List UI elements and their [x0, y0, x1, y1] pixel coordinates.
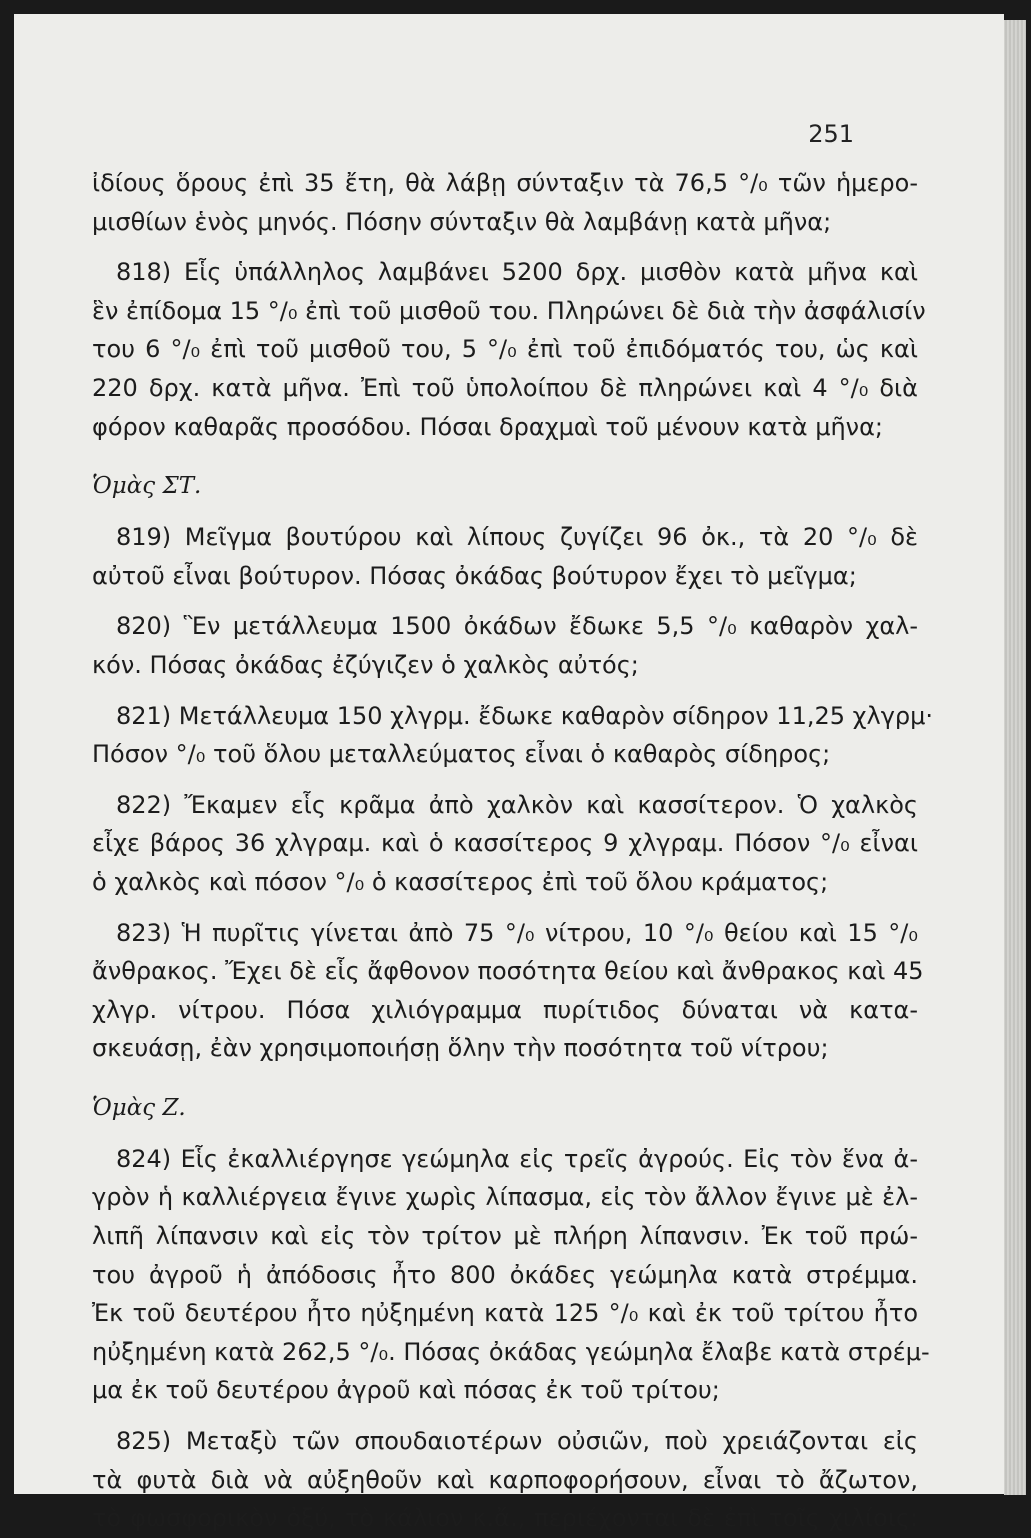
text-line: τὸ φωσφορικὸν ὀξύ, τὸ κάλιον κ.ἄ., περιέχονται δὲ ἐπὶ τοῖς χιλίοις:	[92, 1504, 918, 1533]
text-line: ἓν ἐπίδομα 15 °/₀ ἐπὶ τοῦ μισθοῦ του. Πληρώνει δὲ διὰ τὴν ἀσφάλισίν	[92, 296, 926, 325]
text-line: χλγρ. νίτρου. Πόσα χιλιόγραμμα πυρίτιδος δύναται νὰ κατα-	[92, 995, 918, 1024]
text-line: Πόσον °/₀ τοῦ ὅλου μεταλλεύματος εἶναι ὁ καθαρὸς σίδηρος;	[92, 740, 831, 769]
text-line: τὰ φυτὰ διὰ νὰ αὐξηθοῦν καὶ καρποφορήσουν, εἶναι τὸ ἄζωτον,	[92, 1465, 918, 1494]
problem-822-line: 822) Ἔκαμεν εἷς κρᾶμα ἀπὸ χαλκὸν καὶ κασσίτερον. Ὁ χαλκὸς	[116, 790, 918, 819]
page-number: 251	[808, 120, 854, 148]
problem-821-line: 821) Μετάλλευμα 150 χλγρμ. ἔδωκε καθαρὸν σίδηρον 11,25 χλγρμ·	[116, 701, 934, 730]
section-heading-z: Ὁμὰς Ζ.	[92, 1094, 186, 1121]
text-line: 220 δρχ. κατὰ μῆνα. Ἐπὶ τοῦ ὑπολοίπου δὲ πληρώνει καὶ 4 °/₀ διὰ	[92, 373, 918, 402]
text-line: αὐτοῦ εἶναι βούτυρον. Πόσας ὀκάδας βούτυρον ἔχει τὸ μεῖγμα;	[92, 561, 857, 590]
text-line: ἰδίους ὅρους ἐπὶ 35 ἔτη, θὰ λάβῃ σύνταξιν τὰ 76,5 °/₀ τῶν ἡμερο-	[92, 169, 918, 197]
problem-824-line: 824) Εἷς ἐκαλλιέργησε γεώμηλα εἰς τρεῖς ἀγρούς. Εἰς τὸν ἕνα ἀ-	[116, 1144, 918, 1173]
problem-818-line: 818) Εἷς ὑπάλληλος λαμβάνει 5200 δρχ. μισθὸν κατὰ μῆνα καὶ	[116, 258, 918, 287]
text-line: του 6 °/₀ ἐπὶ τοῦ μισθοῦ του, 5 °/₀ ἐπὶ τοῦ ἐπιδόματός του, ὡς καὶ	[92, 335, 918, 364]
text-line: του ἀγροῦ ἡ ἀπόδοσις ἦτο 800 ὀκάδες γεώμηλα κατὰ στρέμμα.	[92, 1260, 918, 1289]
problem-825-line: 825) Μεταξὺ τῶν σπουδαιοτέρων οὐσιῶν, ποὺ χρειάζονται εἰς	[116, 1427, 918, 1456]
text-line: φόρον καθαρᾶς προσόδου. Πόσαι δραχμαὶ τοῦ μένουν κατὰ μῆνα;	[92, 412, 883, 441]
text-line: Ἐκ τοῦ δευτέρου ἦτο ηὐξημένη κατὰ 125 °/₀ καὶ ἐκ τοῦ τρίτου ἦτο	[92, 1299, 918, 1328]
text-line: λιπῆ λίπανσιν καὶ εἰς τὸν τρίτον μὲ πλήρη λίπανσιν. Ἐκ τοῦ πρώ-	[92, 1222, 918, 1251]
problem-819-line: 819) Μεῖγμα βουτύρου καὶ λίπους ζυγίζει 96 ὀκ., τὰ 20 °/₀ δὲ	[116, 523, 918, 552]
text-line: ἄνθρακος. Ἔχει δὲ εἷς ἄφθονον ποσότητα θείου καὶ ἄνθρακος καὶ 45	[92, 957, 924, 986]
text-line: ὁ χαλκὸς καὶ πόσον °/₀ ὁ κασσίτερος ἐπὶ τοῦ ὅλου κράματος;	[92, 867, 829, 896]
text-line: σκευάσῃ, ἐὰν χρησιμοποιήσῃ ὅλην τὴν ποσότητα τοῦ νίτρου;	[92, 1034, 829, 1063]
text-line: γρὸν ἡ καλλιέργεια ἔγινε χωρὶς λίπασμα, εἰς τὸν ἄλλον ἔγινε μὲ ἐλ-	[92, 1183, 918, 1212]
text-line: εἶχε βάρος 36 χλγραμ. καὶ ὁ κασσίτερος 9 χλγραμ. Πόσον °/₀ εἶναι	[92, 829, 918, 858]
page-text	[92, 164, 934, 1538]
page-edges	[1004, 20, 1026, 1495]
text-line: ηὐξημένη κατὰ 262,5 °/₀. Πόσας ὀκάδας γεώμηλα ἔλαβε κατὰ στρέμ-	[92, 1337, 930, 1366]
text-line: μα ἐκ τοῦ δευτέρου ἀγροῦ καὶ πόσας ἐκ τοῦ τρίτου;	[92, 1376, 720, 1405]
book-page	[14, 14, 1004, 1533]
section-heading-st: Ὁμὰς ΣΤ.	[92, 473, 202, 500]
problem-820-line: 820) Ἓν μετάλλευμα 1500 ὀκάδων ἔδωκε 5,5 °/₀ καθαρὸν χαλ-	[116, 612, 918, 641]
text-line: κόν. Πόσας ὀκάδας ἐζύγιζεν ὁ χαλκὸς αὐτός;	[92, 650, 639, 679]
text-line: μισθίων ἑνὸς μηνός. Πόσην σύνταξιν θὰ λαμβάνῃ κατὰ μῆνα;	[92, 207, 832, 236]
problem-823-line: 823) Ἡ πυρῖτις γίνεται ἀπὸ 75 °/₀ νίτρου, 10 °/₀ θείου καὶ 15 °/₀	[116, 918, 918, 947]
